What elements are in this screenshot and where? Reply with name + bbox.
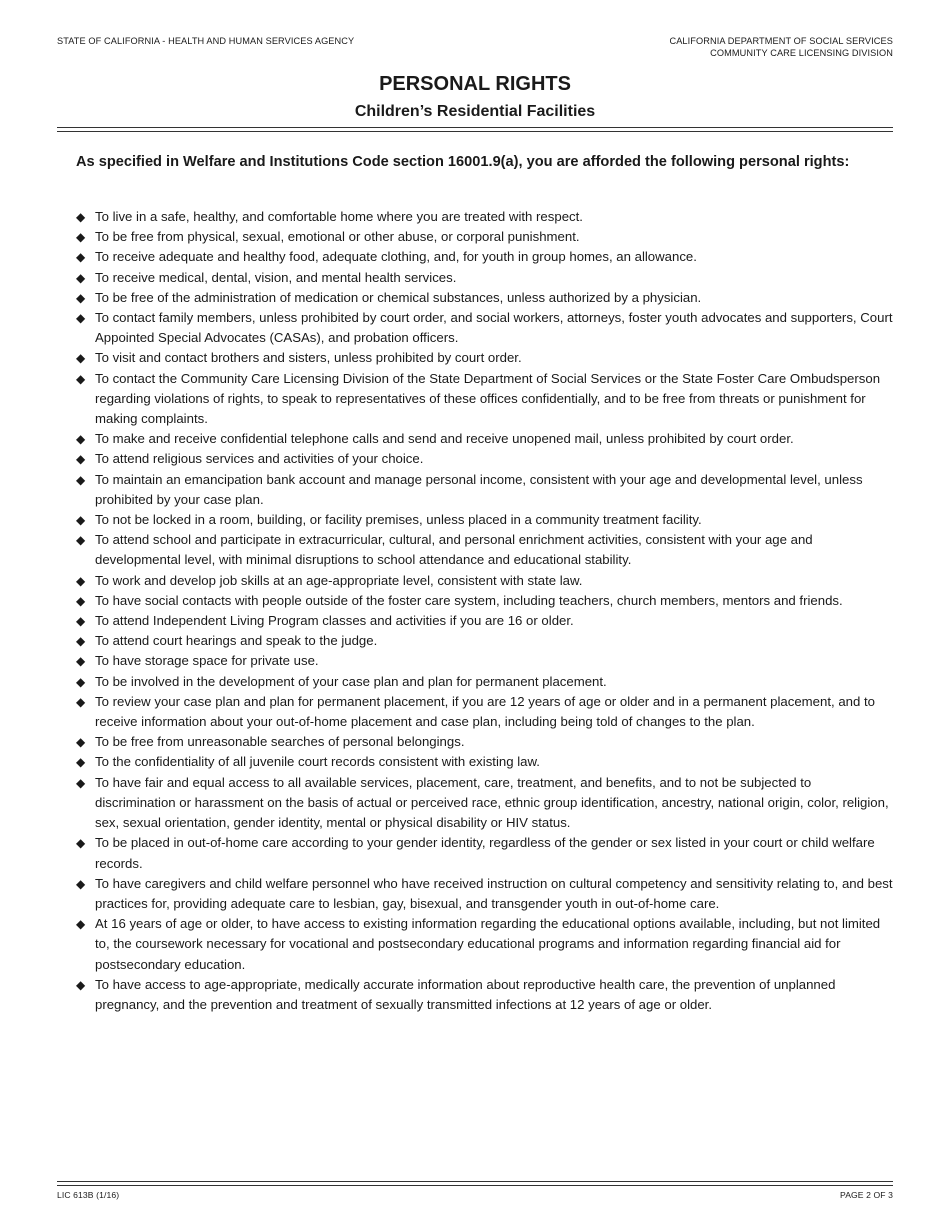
diamond-bullet-icon: ◆ xyxy=(76,230,86,245)
diamond-bullet-icon: ◆ xyxy=(76,573,86,588)
right-text: To attend religious services and activities of your choice. xyxy=(95,451,424,467)
page-number: PAGE 2 OF 3 xyxy=(840,1190,893,1200)
right-text: To attend Independent Living Program classes and activities if you are 16 or older. xyxy=(95,613,574,629)
right-text: To receive adequate and healthy food, adequate clothing, and, for youth in group homes, an allowance. xyxy=(95,249,697,265)
right-item xyxy=(76,631,893,651)
agency-header: STATE OF CALIFORNIA - HEALTH AND HUMAN SERVICES AGENCY xyxy=(57,36,355,46)
page-subtitle: Children’s Residential Facilities xyxy=(354,103,596,120)
right-text: To have access to age-appropriate, medically accurate information about reproductive health care, the prevention of unplanned pregnancy, and the prevention and treatment of sexually transmitted infections at 12 years of age or older. xyxy=(95,976,836,1012)
right-text: To be free from unreasonable searches of personal belongings. xyxy=(95,734,465,750)
right-text: To not be locked in a room, building, or facility premises, unless placed in a community treatment facility. xyxy=(95,512,702,528)
diamond-bullet-icon: ◆ xyxy=(76,432,86,447)
right-text: To have social contacts with people outside of the foster care system, including teachers, church members, mentors and friends. xyxy=(95,592,843,608)
diamond-bullet-icon: ◆ xyxy=(76,836,86,851)
right-text: To attend school and participate in extracurricular, cultural, and personal enrichment activities, consistent with your age and developmental level, with minimal disruptions to school attendance and educational stability. xyxy=(95,532,813,568)
right-text: To make and receive confidential telephone calls and send and receive unopened mail, unless prohibited by court order. xyxy=(95,431,794,447)
diamond-bullet-icon: ◆ xyxy=(76,735,86,750)
right-text: To contact the Community Care Licensing Division of the State Department of Social Services or the State Foster Care Ombudsperson regarding violations of rights, to speak to representatives of these offices confidentially, and to be free from threats or punishment for making complaints. xyxy=(95,370,881,427)
right-text: To work and develop job skills at an age-appropriate level, consistent with state law. xyxy=(95,572,583,588)
page-title: PERSONAL RIGHTS xyxy=(379,73,571,95)
right-item xyxy=(76,611,893,631)
diamond-bullet-icon: ◆ xyxy=(76,593,86,608)
right-item xyxy=(76,449,893,469)
diamond-bullet-icon: ◆ xyxy=(76,917,86,932)
diamond-bullet-icon: ◆ xyxy=(76,694,86,709)
right-item xyxy=(76,207,893,227)
right-item xyxy=(76,268,893,288)
diamond-bullet-icon: ◆ xyxy=(76,371,86,386)
diamond-bullet-icon: ◆ xyxy=(76,614,86,629)
diamond-bullet-icon: ◆ xyxy=(76,210,86,224)
right-item xyxy=(76,369,893,430)
diamond-bullet-icon: ◆ xyxy=(76,674,86,689)
diamond-bullet-icon: ◆ xyxy=(76,250,86,265)
right-text: To the confidentiality of all juvenile court records consistent with existing law. xyxy=(95,754,540,770)
diamond-bullet-icon: ◆ xyxy=(76,351,86,366)
right-item xyxy=(76,651,893,671)
diamond-bullet-icon: ◆ xyxy=(76,654,86,669)
diamond-bullet-icon: ◆ xyxy=(76,452,86,467)
rights-list xyxy=(76,207,893,1015)
right-text: To review your case plan and plan for permanent placement, if you are 12 years of age or older and in a permanent placement, and to receive information about your out-of-home placement and case plan, including being told of changes to the plan. xyxy=(95,693,875,730)
diamond-bullet-icon: ◆ xyxy=(76,775,86,790)
diamond-bullet-icon: ◆ xyxy=(76,876,86,891)
right-item xyxy=(76,672,893,692)
right-text: At 16 years of age or older, to have access to existing information regarding the educational options available, including, but not limited to, the coursework necessary for vocational and postsecondary educational programs and information regarding financial aid for postsecondary education. xyxy=(95,916,881,972)
right-item xyxy=(76,591,893,611)
right-item xyxy=(76,833,893,873)
right-item xyxy=(76,975,893,1015)
right-item xyxy=(76,247,893,267)
diamond-bullet-icon: ◆ xyxy=(76,533,86,548)
footer-rule-bottom xyxy=(57,1185,893,1186)
diamond-bullet-icon: ◆ xyxy=(76,311,86,326)
right-text: To visit and contact brothers and sisters, unless prohibited by court order. xyxy=(95,350,522,366)
right-item xyxy=(76,752,893,772)
right-text: To have caregivers and child welfare personnel who have received instruction on cultural competency and sensitivity relating to, and best practices for, providing adequate care to lesbian, gay, bisexual, and transgender youth in out-of-home care. xyxy=(95,875,893,911)
right-item xyxy=(76,227,893,247)
department-name: CALIFORNIA DEPARTMENT OF SOCIAL SERVICES xyxy=(669,36,893,46)
diamond-bullet-icon: ◆ xyxy=(76,270,86,285)
right-text: To have fair and equal access to all available services, placement, care, treatment, and benefits, and to not be subjected to discrimination or harassment on the basis of actual or perceived race, ethnic group identification, ancestry, national origin, color, religion, sex, sexual orientation, gender identity, mental or physical disability or HIV status. xyxy=(95,774,889,831)
diamond-bullet-icon: ◆ xyxy=(76,634,86,649)
right-text: To maintain an emancipation bank account and manage personal income, consistent with your age and developmental level, unless prohibited by your case plan. xyxy=(95,471,863,507)
diamond-bullet-icon: ◆ xyxy=(76,755,86,770)
right-item xyxy=(76,308,893,348)
diamond-bullet-icon: ◆ xyxy=(76,513,86,528)
right-item xyxy=(76,773,893,834)
right-text: To be involved in the development of your case plan and plan for permanent placement. xyxy=(95,673,607,689)
form-id: LIC 613B (1/16) xyxy=(57,1190,120,1200)
right-text: To contact family members, unless prohibited by court order, and social workers, attorneys, foster youth advocates and supporters, Court Appointed Special Advocates (CASAs), and probation officers. xyxy=(95,310,893,346)
diamond-bullet-icon: ◆ xyxy=(76,290,86,305)
right-item xyxy=(76,348,893,368)
intro-statement: As specified in Welfare and Institutions Code section 16001.9(a), you are afforded the following personal rights: xyxy=(76,154,850,170)
right-text: To be placed in out-of-home care according to your gender identity, regardless of the gender or sex listed in your court or child welfare records. xyxy=(95,835,875,871)
diamond-bullet-icon: ◆ xyxy=(76,977,86,992)
right-item xyxy=(76,914,893,975)
header-rule-top xyxy=(57,127,893,128)
right-item xyxy=(76,510,893,530)
division-name: COMMUNITY CARE LICENSING DIVISION xyxy=(710,47,893,58)
right-item xyxy=(76,874,893,914)
right-text: To have storage space for private use. xyxy=(95,653,319,669)
header-rule-bottom xyxy=(57,131,893,132)
right-text: To be free from physical, sexual, emotional or other abuse, or corporal punishment. xyxy=(95,229,580,245)
right-item xyxy=(76,470,893,510)
right-item xyxy=(76,429,893,449)
right-text: To receive medical, dental, vision, and mental health services. xyxy=(95,269,457,285)
right-text: To live in a safe, healthy, and comfortable home where you are treated with respect. xyxy=(95,209,583,224)
footer-rule-top xyxy=(57,1181,893,1182)
diamond-bullet-icon: ◆ xyxy=(76,472,86,487)
right-item xyxy=(76,530,893,570)
right-text: To be free of the administration of medication or chemical substances, unless authorized by a physician. xyxy=(95,289,702,305)
right-item xyxy=(76,288,893,308)
right-text: To attend court hearings and speak to the judge. xyxy=(95,633,378,649)
department-header xyxy=(669,36,893,59)
right-item xyxy=(76,692,893,732)
right-item xyxy=(76,732,893,752)
right-item xyxy=(76,571,893,591)
